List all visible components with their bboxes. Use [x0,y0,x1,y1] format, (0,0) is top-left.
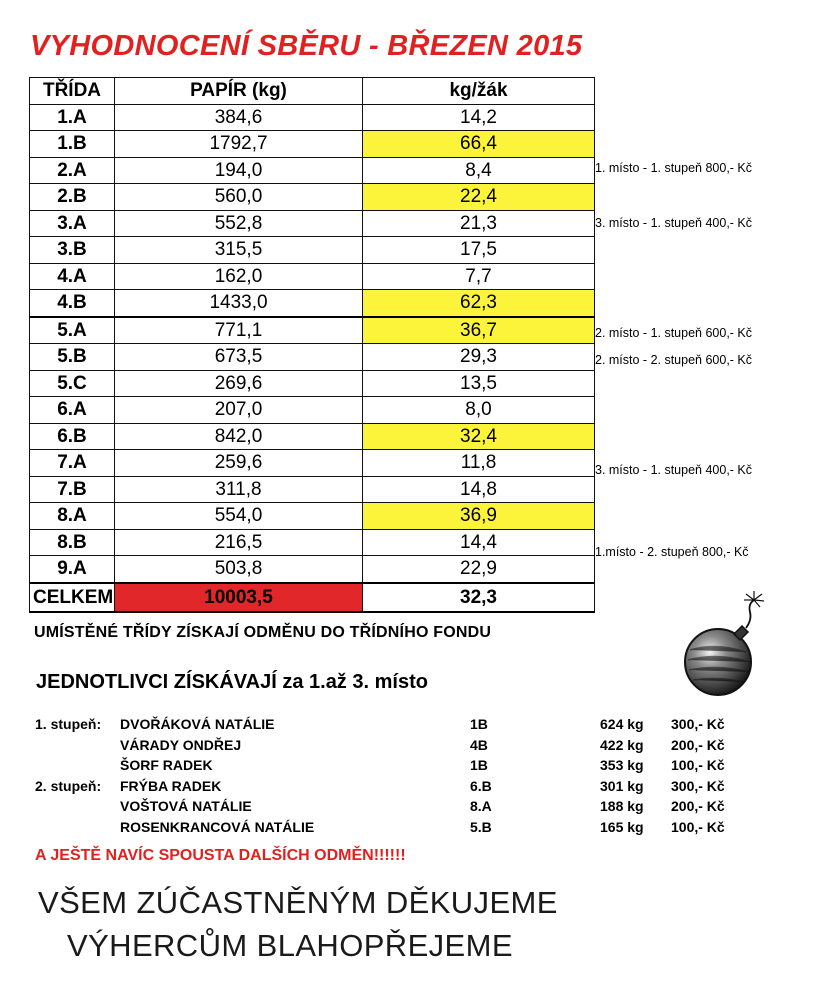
winner-row [0,778,824,798]
winner-weight: 624 kg [600,716,644,732]
table-row [30,317,595,344]
total-label: CELKEM [30,583,115,612]
bomb-icon [676,590,776,700]
placement-note: 1. místo - 1. stupeň 800,- Kč [595,161,753,176]
table-cell-per-pupil: 14,8 [363,476,595,503]
winner-prize: 100,- Kč [671,757,725,773]
winner-prize: 300,- Kč [671,777,725,794]
table-cell-class: 4.B [30,290,115,317]
table-cell-per-pupil: 62,3 [363,290,595,317]
table-row [30,503,595,530]
table-cell-class: 1.B [30,131,115,158]
winner-prize: 200,- Kč [671,736,725,753]
table-row [30,529,595,556]
winner-name: FRÝBA RADEK [120,777,222,794]
reward-note: UMÍSTĚNÉ TŘÍDY ZÍSKAJÍ ODMĚNU DO TŘÍDNÍHO FONDU [34,624,492,641]
table-row [30,104,595,131]
table-cell-per-pupil: 29,3 [363,344,595,371]
winner-weight: 188 kg [600,798,644,814]
winner-weight: 165 kg [600,818,644,835]
table-cell-paper: 162,0 [115,263,363,290]
table-row [30,423,595,450]
table-cell-per-pupil: 36,9 [363,503,595,530]
thanks-participants: VŠEM ZÚČASTNĚNÝM DĚKUJEME [38,885,558,920]
winner-name: DVOŘÁKOVÁ NATÁLIE [120,716,275,732]
table-cell-per-pupil: 7,7 [363,263,595,290]
table-cell-class: 3.A [30,210,115,237]
table-row [30,476,595,503]
table-cell-per-pupil: 14,4 [363,529,595,556]
winner-prize: 300,- Kč [671,716,725,732]
winner-row [0,737,824,757]
table-cell-paper: 207,0 [115,397,363,424]
winner-row [0,716,824,736]
winner-prize: 200,- Kč [671,798,725,814]
table-cell-class: 6.B [30,423,115,450]
table-cell-class: 9.A [30,556,115,583]
winner-class: 4B [470,736,488,753]
table-row [30,263,595,290]
winner-row [0,757,824,777]
table-cell-per-pupil: 17,5 [363,237,595,264]
table-row [30,556,595,583]
table-row [30,157,595,184]
table-row [30,237,595,264]
table-cell-class: 3.B [30,237,115,264]
table-cell-paper: 194,0 [115,157,363,184]
table-cell-per-pupil: 13,5 [363,370,595,397]
winner-class: 8.A [470,798,492,814]
table-cell-class: 7.A [30,450,115,477]
winner-weight: 301 kg [600,777,644,794]
table-row [30,210,595,237]
table-cell-class: 8.A [30,503,115,530]
table-cell-per-pupil: 66,4 [363,131,595,158]
table-cell-per-pupil: 22,9 [363,556,595,583]
table-cell-per-pupil: 14,2 [363,104,595,131]
winner-row [0,819,824,839]
table-cell-paper: 311,8 [115,476,363,503]
table-cell-class: 2.A [30,157,115,184]
table-cell-class: 8.B [30,529,115,556]
winner-class: 6.B [470,777,492,794]
table-cell-class: 5.B [30,344,115,371]
placement-note: 3. místo - 1. stupeň 400,- Kč [595,216,753,231]
table-cell-paper: 552,8 [115,210,363,237]
table-row [30,184,595,211]
individuals-heading: JEDNOTLIVCI ZÍSKÁVAJÍ za 1.až 3. místo [36,671,428,693]
table-cell-paper: 842,0 [115,423,363,450]
table-cell-per-pupil: 21,3 [363,210,595,237]
table-cell-paper: 216,5 [115,529,363,556]
table-cell-paper: 771,1 [115,317,363,344]
table-cell-paper: 503,8 [115,556,363,583]
table-cell-class: 5.A [30,317,115,344]
table-cell-class: 6.A [30,397,115,424]
winner-level: 1. stupeň: [35,716,102,732]
results-table [29,77,595,613]
table-row [30,397,595,424]
page-title: VYHODNOCENÍ SBĚRU - BŘEZEN 2015 [30,30,583,62]
placement-note: 2. místo - 1. stupeň 600,- Kč [595,325,753,340]
table-cell-per-pupil: 32,4 [363,423,595,450]
total-per-pupil: 32,3 [363,583,595,612]
winner-name: ŠORF RADEK [120,757,213,773]
total-row [30,583,595,612]
table-cell-class: 7.B [30,476,115,503]
table-cell-per-pupil: 36,7 [363,317,595,344]
winner-level: 2. stupeň: [35,777,102,794]
winner-weight: 353 kg [600,757,644,773]
table-row [30,370,595,397]
table-cell-paper: 1792,7 [115,131,363,158]
table-cell-paper: 384,6 [115,104,363,131]
table-header-row [30,78,595,105]
placement-note: 1.místo - 2. stupeň 800,- Kč [595,545,749,559]
winner-class: 1B [470,716,488,732]
table-cell-per-pupil: 8,0 [363,397,595,424]
winner-row [0,798,824,818]
extra-rewards-note: A JEŠTĚ NAVÍC SPOUSTA DALŠÍCH ODMĚN!!!!!! [35,847,406,864]
winner-name: VÁRADY ONDŘEJ [120,736,242,753]
table-cell-paper: 269,6 [115,370,363,397]
placement-note: 3. místo - 1. stupeň 400,- Kč [595,462,753,477]
table-row [30,131,595,158]
placement-note: 2. místo - 2. stupeň 600,- Kč [595,353,753,368]
table-cell-paper: 560,0 [115,184,363,211]
table-cell-per-pupil: 8,4 [363,157,595,184]
table-cell-class: 5.C [30,370,115,397]
winner-name: ROSENKRANCOVÁ NATÁLIE [120,818,315,835]
table-cell-paper: 1433,0 [115,290,363,317]
winner-prize: 100,- Kč [671,818,725,835]
table-cell-class: 4.A [30,263,115,290]
header-per-pupil: kg/žák [363,78,595,105]
table-cell-paper: 554,0 [115,503,363,530]
table-cell-per-pupil: 22,4 [363,184,595,211]
table-cell-per-pupil: 11,8 [363,450,595,477]
winner-name: VOŠTOVÁ NATÁLIE [120,798,252,814]
table-cell-paper: 259,6 [115,450,363,477]
table-cell-paper: 315,5 [115,237,363,264]
winner-class: 1B [470,757,488,773]
congrats-winners: VÝHERCŮM BLAHOPŘEJEME [67,928,513,963]
table-row [30,290,595,317]
table-row [30,344,595,371]
table-cell-class: 1.A [30,104,115,131]
winner-class: 5.B [470,818,492,835]
header-paper: PAPÍR (kg) [115,78,363,105]
winner-weight: 422 kg [600,736,644,753]
total-paper: 10003,5 [115,583,363,612]
table-cell-class: 2.B [30,184,115,211]
header-class: TŘÍDA [30,78,115,105]
table-cell-paper: 673,5 [115,344,363,371]
table-row [30,450,595,477]
